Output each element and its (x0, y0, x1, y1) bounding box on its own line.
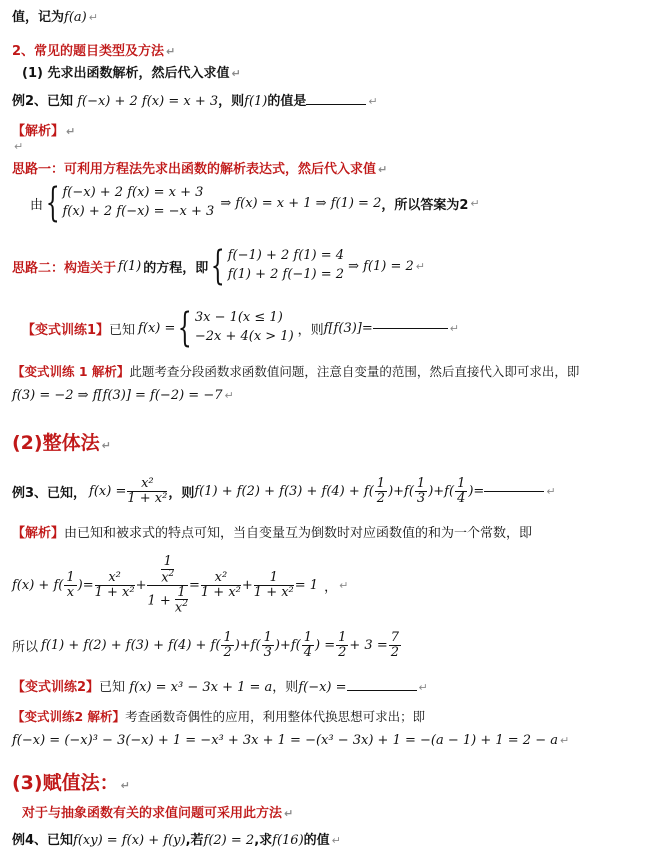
variant-2-solution: f(−x) = (−x)³ − 3(−x) + 1 = −x³ + 3x + 1 = −(x³ − 3x) + 1 = −(a − 1) + 1 = 2 − a ↵ (12, 733, 570, 748)
heading-assignment-method-text: (3)赋值法： (12, 772, 119, 794)
system-1: 由 { f(−x) + 2 f(x) = x + 3 f(x) + 2 f(−x) = −x + 3 ⇒ f(x) = x + 1 ⇒ f(1) = 2 ，所以答案为2 ↵ (30, 180, 480, 226)
section-heading-common-types: 2、常见的题目类型及方法 ↵ (12, 44, 176, 59)
heading-whole-method: (2)整体法 ↵ (12, 432, 111, 454)
fraction-seven-halves: $\frac{7}{2}$ (390, 629, 399, 660)
variant-1-analysis-math: f(3) = −2 ⇒ f[f(3)] = f(−2) = −7 ↵ (12, 388, 234, 403)
fraction-1-over-1-plus-x2 (254, 571, 294, 599)
example-2-connector: ，则 (218, 94, 245, 109)
example-4-target: f(16) (272, 833, 304, 848)
denominator: 2 (223, 644, 232, 660)
example-3-analysis (12, 522, 532, 541)
denominator: 3 (263, 644, 272, 660)
piecewise-row-1: 3x − 1(x ≤ 1) (194, 310, 283, 326)
system-1-rows (62, 184, 214, 222)
example-3-sum: f(1) + f(2) + f(3) + f(4) + f( (194, 483, 374, 499)
example-2: 例2、已知 f(−x) + 2 f(x) = x + 3，则f(1)的值是 ↵ (12, 94, 378, 109)
system-1-answer: ，所以答案为2 (381, 197, 469, 213)
example-4-question: 的值 (303, 833, 330, 848)
denominator: 1 + x² (94, 584, 135, 600)
piecewise-row-2: −2x + 4(x > 1) (194, 329, 294, 344)
abstract-function-note: 对于与抽象函数有关的求值问题可采用此方法 ↵ (22, 806, 294, 821)
example-2-equation: f(−x) + 2 f(x) = x + 3 (77, 94, 219, 109)
idea-2-row-2: f(1) + 2 f(−1) = 2 (227, 267, 345, 282)
sum-expression: f(1) + f(2) + f(3) + f(4) + f( (41, 637, 221, 653)
denominator: 4 (457, 490, 466, 506)
variant-1-text: 已知 (109, 322, 136, 338)
denominator: 4 (303, 644, 312, 660)
example-3-lhs: f(x) = (89, 483, 127, 499)
variant-1-function: f(x) = (138, 320, 176, 336)
numerator: 1 (416, 475, 426, 491)
denominator: 1 + x² (253, 584, 294, 600)
equals-one: = 1 (294, 577, 319, 593)
variant-2-analysis-label: 【变式训练2 解析】 (12, 709, 126, 724)
fraction-1-over-x (64, 571, 76, 599)
example-4-connector: ,若 (185, 833, 204, 848)
denominator: 1 + x² (200, 584, 241, 600)
example-2-target: f(1) (244, 94, 268, 109)
idea-1: 思路一：可利用方程法先求出函数的解析表达式，然后代入求值 ↵ (12, 162, 388, 177)
idea-1-text: 思路一：可利用方程法先求出函数的解析表达式，然后代入求值 (12, 162, 377, 177)
variant-1-analysis-label: 【变式训练 1 解析】 (12, 364, 130, 379)
fraction-one-half (375, 477, 387, 505)
variant-2-function: f(x) = x³ − 3x + 1 = a (129, 680, 273, 695)
numerator: 1 (66, 569, 75, 585)
variant-2: 【变式训练2】已知 f(x) = x³ − 3x + 1 = a，则f(−x) = ↵ (12, 680, 428, 695)
numerator: x² (95, 571, 135, 586)
system-1-row-2: f(x) + 2 f(−x) = −x + 3 (62, 204, 215, 219)
analysis-3-label: 【解析】 (12, 526, 65, 541)
variant-2-text: 已知 (99, 680, 126, 695)
variant-2-solution-text: f(−x) = (−x)³ − 3(−x) + 1 = −x³ + 3x + 1 = −(x³ − 3x) + 1 = −(a − 1) + 1 = 2 − a (12, 733, 558, 748)
fraction-one-quarter (455, 477, 467, 505)
example-2-label: 例2、已知 (12, 94, 74, 109)
variant-1-solution: f(3) = −2 ⇒ f[f(3)] = f(−2) = −7 (12, 388, 223, 403)
variant-1-piecewise (195, 309, 294, 347)
intro-text: 值，记为 (12, 10, 65, 25)
variant-1: 【变式训练1】 已知 f(x) = { 3x − 1(x ≤ 1) −2x + 4(x > 1) ，则 f[f(3)]= ↵ (22, 305, 459, 351)
fraction-x2-over-1-plus-x2 (201, 571, 241, 599)
sum-prefix: 所以 (12, 639, 39, 655)
numerator: 1 (376, 475, 386, 491)
heading-whole-method-text: (2)整体法 (12, 432, 100, 454)
numerator: 1 (457, 475, 466, 491)
answer-blank (373, 328, 448, 329)
analysis-label: 【解析】 ↵ (12, 124, 76, 139)
abstract-function-note-text: 对于与抽象函数有关的求值问题可采用此方法 (22, 806, 283, 821)
idea-2-connector: 的方程，即 (143, 260, 209, 276)
numerator: x² (201, 571, 241, 586)
eq-lhs: f(x) + f( (12, 577, 64, 593)
fraction-x2-over-1-plus-x2 (127, 477, 167, 505)
variant-1-analysis (12, 362, 642, 380)
example-4-equation: f(xy) = f(x) + f(y) (73, 833, 186, 848)
numerator: 1 (303, 629, 312, 645)
answer-blank (347, 690, 417, 691)
left-brace: { (210, 243, 225, 289)
variant-2-analysis (12, 707, 425, 725)
numerator: 1 (223, 629, 232, 645)
numerator: x² (127, 477, 167, 492)
numerator: $\frac{1}{x^2}$ (147, 555, 188, 586)
denominator: 3 (416, 490, 426, 506)
variant-1-analysis-text: 此题考查分段函数求函数值问题，注意自变量的范围，然后直接代入即可求出，即 (129, 364, 580, 379)
example-3-connector: ，则 (168, 485, 195, 501)
example-4: 例4、已知f(xy) = f(x) + f(y),若f(2) = 2,求f(16)的值 ↵ (12, 833, 341, 848)
denominator: x (66, 584, 75, 600)
variant-2-question: f(−x) = (298, 680, 347, 695)
variant-2-connector: ，则 (272, 680, 299, 695)
idea-2-system (228, 247, 344, 285)
left-brace: { (45, 180, 60, 226)
reciprocal-sum-equation: f(x) + f( $\frac{1}{x}$ ) = $\frac{\text{x²}}{\text{1 + x²}}$ + $\frac{1}{x^2}$ 1 + $\frac{1}{x^2}$ = $\frac{\text{x²}}{\text{1 + x²}}$ + $\frac{1}{\text{1 + x²}}$ = 1 ， ↵ (12, 553, 349, 616)
example-2-question: 的值是 (267, 94, 307, 109)
variant-1-question: f[f(3)]= (323, 320, 373, 336)
fraction-x2-over-1-plus-x2 (95, 571, 135, 599)
fraction-one-third (415, 477, 427, 505)
variant-1-label: 【变式训练1】 (22, 322, 110, 338)
method-1-heading: (1) 先求出函数解析，然后代入求值 ↵ (22, 66, 241, 81)
intro-math: f(a) (64, 10, 87, 25)
example-4-connector-2: ,求 (254, 833, 273, 848)
variant-1-connector: ，则 (297, 322, 324, 338)
sum-result: 所以 f(1) + f(2) + f(3) + f(4) + f( $\frac{1}{2}$ )+f( $\frac{1}{3}$ )+f( $\frac{1}{4}$ ) = $\frac{1}{2}$ + 3 = $\frac{7}{2}$ (12, 629, 399, 660)
left-brace: { (178, 305, 193, 351)
fraction-one-half: $\frac{1}{2}$ (338, 629, 347, 660)
denominator: 2 (376, 490, 386, 506)
denominator: 1 + $\frac{1}{x^2}$ (147, 584, 188, 616)
section-title: 2、常见的题目类型及方法 (12, 44, 165, 59)
analysis-label-text: 【解析】 (12, 124, 65, 139)
idea-2-target: f(1) (118, 258, 142, 274)
system-1-row-1: f(−x) + 2 f(x) = x + 3 (62, 185, 204, 201)
analysis-3-text: 由已知和被求式的特点可知，当自变量互为倒数时对应函数值的和为一个常数，即 (64, 526, 533, 541)
empty-paragraph-mark: ↵ (14, 140, 24, 153)
line-value-intro: 值，记为f(a) ↵ (12, 10, 98, 25)
equals: = (82, 577, 94, 593)
system-1-prefix: 由 (30, 197, 44, 213)
idea-2-row-1: f(−1) + 2 f(1) = 4 (227, 248, 345, 264)
idea-2: 思路二：构造关于 f(1) 的方程，即 { f(−1) + 2 f(1) = 4 f(1) + 2 f(−1) = 2 ⇒ f(1) = 2 ↵ (12, 243, 425, 289)
equals: = (189, 577, 200, 593)
variant-2-label: 【变式训练2】 (12, 680, 100, 695)
compound-fraction (147, 555, 188, 615)
example-4-condition: f(2) = 2 (203, 833, 255, 848)
method-1-text: (1) 先求出函数解析，然后代入求值 (22, 66, 230, 81)
sum-plus-three: + 3 = (349, 637, 388, 653)
numerator: 1 (254, 571, 294, 586)
example-3-label: 例3、已知， (12, 485, 87, 501)
system-1-result: ⇒ f(x) = x + 1 ⇒ f(1) = 2 (220, 195, 382, 211)
variant-2-analysis-text: 考查函数奇偶性的应用，利用整体代换思想可求出；即 (125, 709, 426, 724)
idea-2-result: ⇒ f(1) = 2 (348, 258, 414, 274)
idea-2-label: 思路二：构造关于 (12, 260, 117, 276)
denominator: 1 + x² (127, 490, 168, 506)
answer-blank (306, 104, 366, 105)
answer-blank (484, 491, 544, 492)
numerator: 1 (263, 629, 272, 645)
heading-assignment-method: (3)赋值法： ↵ (12, 772, 130, 794)
example-4-label: 例4、已知 (12, 833, 74, 848)
example-3: 例3、已知， f(x) = $\frac{\text{x²}}{\text{1 + x²}}$ ，则 f(1) + f(2) + f(3) + f(4) + f( $\frac{1}{2}$ )+f( $\frac{1}{3}$ )+f( $\frac{1}{4}$ )= ↵ (12, 475, 556, 506)
